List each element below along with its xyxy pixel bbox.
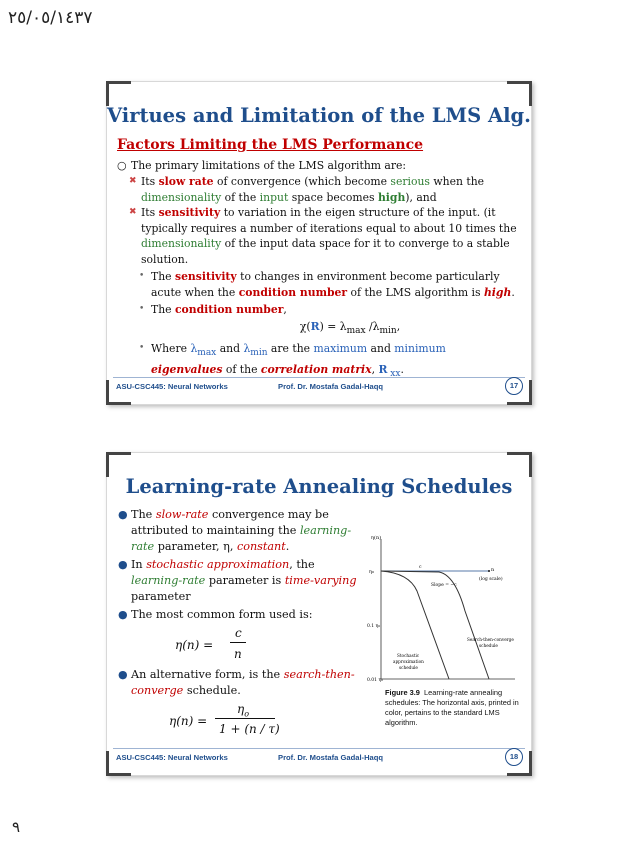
- axis-label-n: n: [491, 567, 495, 573]
- slope-label: Slope = −c: [431, 583, 457, 588]
- bullet-common-form: ● The most common form used is:: [118, 608, 313, 621]
- page-date: ٢٥/٠٥/١٤٣٧: [8, 8, 93, 28]
- curve-label-stochastic-3: schedule: [399, 665, 418, 670]
- slide-body: [117, 507, 361, 743]
- bullet-slow-rate: ● The slow-rate convergence may be attributed to maintaining the learning-rate parameter, η, constant.: [118, 508, 352, 553]
- slide-17: [106, 81, 532, 405]
- footer-course: ASU-CSC445: Neural Networks: [116, 382, 228, 391]
- condition-number-formula: $\chi(R) = \lambda_{max}$ $/\lambda_{min}$,: [299, 319, 401, 336]
- axis-label-eta: η(n): [371, 535, 382, 541]
- sub-bullet-sensitivity: • The sensitivity to changes in environment become particularly acute when the condition number of the LMS algorithm is high.: [139, 270, 515, 299]
- annealing-schedule-figure: [369, 531, 521, 693]
- bullet-alternative: ● An alternative form, is the search-then-converge schedule.: [118, 668, 355, 697]
- cross-bullet-icon: ✖: [129, 207, 137, 217]
- figure-caption: Figure 3.9 Learning-rate annealing schedules: The horizontal axis, printed in color, pertains to the standard LMS algorithm.: [385, 688, 519, 727]
- footer-course: ASU-CSC445: Neural Networks: [116, 753, 228, 762]
- cross-bullet-icon: ✖: [129, 176, 137, 186]
- slide-title: Learning-rate Annealing Schedules: [125, 475, 513, 498]
- subheading: Factors Limiting the LMS Performance: [117, 137, 424, 153]
- curve-label-stochastic-1: Stochastic: [397, 653, 420, 658]
- slide-title: Virtues and Limitation of the LMS Alg.: [107, 104, 531, 127]
- tick-0.01-eta0: 0.01 η₀: [367, 678, 383, 683]
- slide-number: 18: [505, 748, 523, 766]
- footer-professor: Prof. Dr. Mostafa Gadal-Haqq: [278, 753, 384, 762]
- dot-bullet-icon: ●: [118, 668, 128, 681]
- equation-search-then-converge: η(n) = $\eta_o$ 1 + (n / τ): [169, 702, 280, 736]
- slide-footer: [113, 752, 525, 768]
- curve-label-stochastic-2: approximation: [393, 659, 424, 664]
- dot-bullet-icon: ●: [118, 608, 128, 621]
- slide-body: [117, 138, 523, 382]
- log-scale-label: (log scale): [479, 577, 503, 582]
- equation-common: η(n) = c n: [117, 625, 361, 665]
- tick-0.1-eta0: 0.1 η₀: [367, 624, 381, 629]
- tick-eta0: η₀: [369, 569, 374, 575]
- sub-bullet-condition-number: • The condition number,: [139, 303, 287, 316]
- curve-label-stc-1: Search-then-converge: [467, 637, 514, 642]
- dot-bullet-icon: •: [139, 271, 145, 281]
- slide-number: 17: [505, 377, 523, 395]
- dot-bullet-icon: ●: [118, 508, 128, 521]
- dot-bullet-icon: •: [139, 343, 145, 354]
- page-number: ٩: [12, 818, 21, 836]
- slide-18: [106, 452, 532, 776]
- footer-professor: Prof. Dr. Mostafa Gadal-Haqq: [278, 382, 384, 391]
- c-label: c: [419, 565, 422, 570]
- bullet-intro: ○ The primary limitations of the LMS algorithm are:: [117, 158, 407, 172]
- dot-bullet-icon: ●: [118, 558, 128, 571]
- curve-label-stc-2: schedule: [479, 643, 498, 648]
- circle-bullet-icon: ○: [117, 158, 127, 172]
- bullet-stochastic: ● In stochastic approximation, the learning-rate parameter is time-varying parameter: [118, 558, 357, 603]
- bullet-slow-rate: ✖ Its slow rate of convergence (which become serious when the dimensionality of the input space becomes high), and: [129, 175, 485, 204]
- dot-bullet-icon: •: [139, 304, 145, 314]
- slide-footer: [113, 381, 525, 397]
- bullet-sensitivity: ✖ Its sensitivity to variation in the eigen structure of the input. (it typically requires a number of iterations equal to about 10 times the dimensionality of the input data space for it to converge to a stable solution.: [129, 206, 517, 266]
- sub-bullet-where: • Where $\lambda_{max}$ and $\lambda_{min}$ are the maximum and minimum eigenvalues of the correlation matrix, R $_{xx}$.: [139, 342, 446, 379]
